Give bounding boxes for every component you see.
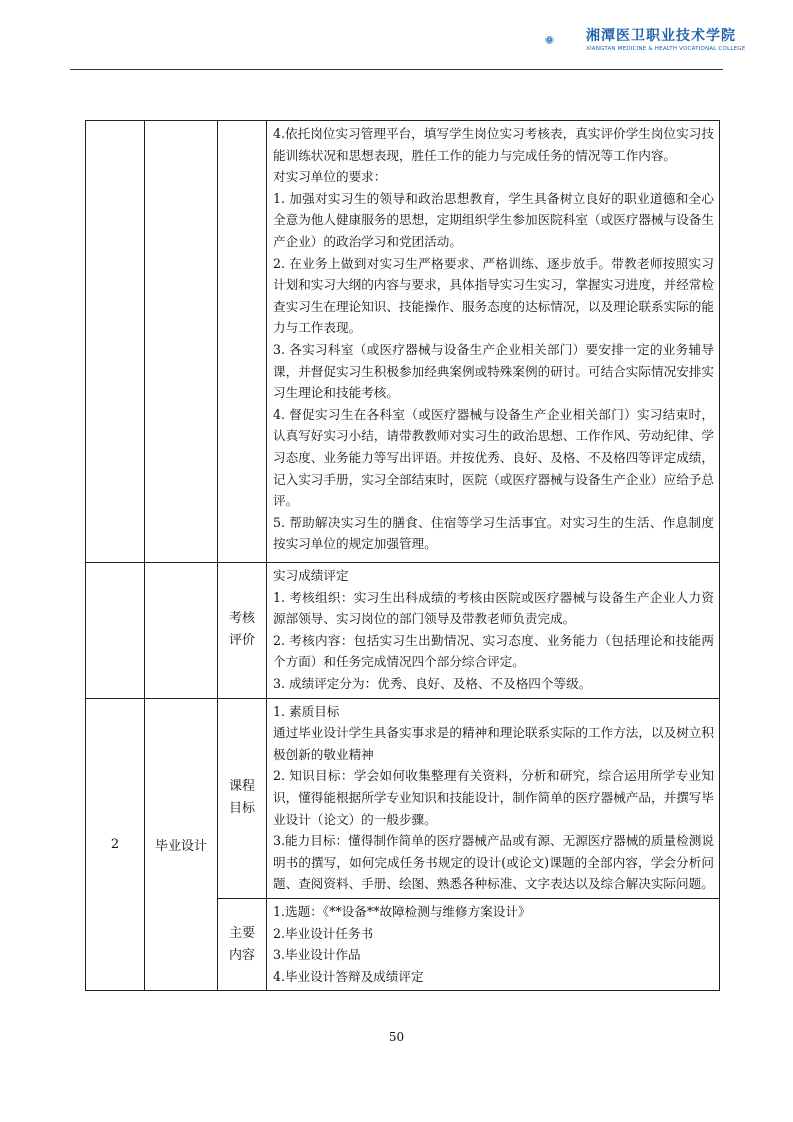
course-name: 毕业设计 xyxy=(145,698,218,991)
paragraph: 1. 考核组织：实习生出科成绩的考核由医院或医疗器械与设备生产企业人力资源部领导、实习岗位的部门领导及带教老师负责完成。 xyxy=(273,589,714,627)
main-content-label: 主要内容 xyxy=(218,898,267,990)
header-divider xyxy=(70,69,723,70)
paragraph: 4.依托岗位实习管理平台，填写学生岗位实习考核表，真实评价学生岗位实习技能训练状况和思想表现，胜任工作的能力与完成任务的情况等工作内容。 xyxy=(273,126,714,163)
paragraph: 通过毕业设计学生具备实事求是的精神和理论联系实际的工作方法，以及树立积极创新的敬业精神 xyxy=(273,725,714,762)
paragraph: 5. 帮助解决实习生的膳食、住宿等学习生活事宜。对实习生的生活、作息制度按实习单位的规定加强管理。 xyxy=(273,514,714,552)
table-row xyxy=(86,563,720,699)
assessment-label: 考核评价 xyxy=(218,563,267,699)
paragraph: 1. 加强对实习生的领导和政治思想教育，学生具备树立良好的职业道德和全心全意为他人健康服务的思想，定期组织学生参加医院科室（或医疗器械与设备生产企业）的政治学习和党团活动。 xyxy=(273,190,714,249)
course-cell xyxy=(145,121,218,563)
curriculum-table xyxy=(85,120,720,991)
paragraph: 3.毕业设计作品 xyxy=(273,947,361,963)
school-name-en: XIANGTAN MEDICINE & HEALTH VOCATIONAL COLLEGE xyxy=(586,46,746,52)
number-cell xyxy=(86,563,145,699)
table-row xyxy=(86,121,720,563)
paragraph: 4.毕业设计答辩及成绩评定 xyxy=(273,968,424,984)
label-cell xyxy=(218,121,267,563)
content-cell xyxy=(267,121,720,563)
objective-label: 课程目标 xyxy=(218,698,267,898)
table-row xyxy=(86,698,720,898)
paragraph: 1.选题：《**设备**故障检测与维修方案设计》 xyxy=(273,903,531,919)
paragraph: 4. 督促实习生在各科室（或医疗器械与设备生产企业相关部门）实习结束时，认真写好实习小结，请带教教师对实习生的政治思想、工作作风、劳动纪律、学习态度、业务能力等写出评语。并按优秀、良好、及格、不及格四等评定成绩，记入实习手册，实习全部结束时，医院（或医疗器械与设备生产企业）应给予总评。 xyxy=(273,406,714,509)
paragraph: 对实习单位的要求： xyxy=(273,169,387,185)
paragraph: 3. 各实习科室（或医疗器械与设备生产企业相关部门）要安排一定的业务辅导课，并督促实习生积极参加经典案例或特殊案例的研讨。可结合实际情况安排实习生理论和技能考核。 xyxy=(273,341,714,401)
paragraph: 2. 考核内容：包括实习生出勤情况、实习态度、业务能力（包括理论和技能两个方面）和任务完成情况四个部分综合评定。 xyxy=(273,632,714,670)
objective-content xyxy=(267,698,720,898)
number-cell xyxy=(86,121,145,563)
school-name: 湘潭医卫职业技术学院 xyxy=(586,28,736,44)
assessment-content xyxy=(267,563,720,699)
course-cell xyxy=(145,563,218,699)
paragraph: 3. 成绩评定分为：优秀、良好、及格、不及格四个等级。 xyxy=(273,675,592,691)
paragraph: 2.毕业设计任务书 xyxy=(273,925,374,941)
row-number: 2 xyxy=(86,698,145,991)
paragraph: 2. 知识目标：学会如何收集整理有关资料，分析和研究，综合运用所学专业知识，懂得能根据所学专业知识和技能设计，制作简单的医疗器械产品，并撰写毕业设计（论文）的一般步骤。 xyxy=(273,768,714,827)
school-logo-icon xyxy=(545,20,585,60)
paragraph: 实习成绩评定 xyxy=(273,568,349,583)
paragraph: 1. 素质目标 xyxy=(273,703,340,719)
main-content xyxy=(267,898,720,990)
page-number: 50 xyxy=(388,1030,405,1044)
paragraph: 2. 在业务上做到对实习生严格要求、严格训练、逐步放手。带教老师按照实习计划和实习大纲的内容与要求，具体指导实习生实习，掌握实习进度，并经常检查实习生在理论知识、技能操作、服务态度的达标情况，以及理论联系实际的能力与工作表现。 xyxy=(273,255,714,336)
paragraph: 3.能力目标：懂得制作简单的医疗器械产品或有源、无源医疗器械的质量检测说明书的撰写，如何完成任务书规定的设计(或论文)课题的全部内容，学会分析问题、查阅资料、手册、绘图、熟悉各种标准、文字表达以及综合解决实际问题。 xyxy=(273,833,714,892)
